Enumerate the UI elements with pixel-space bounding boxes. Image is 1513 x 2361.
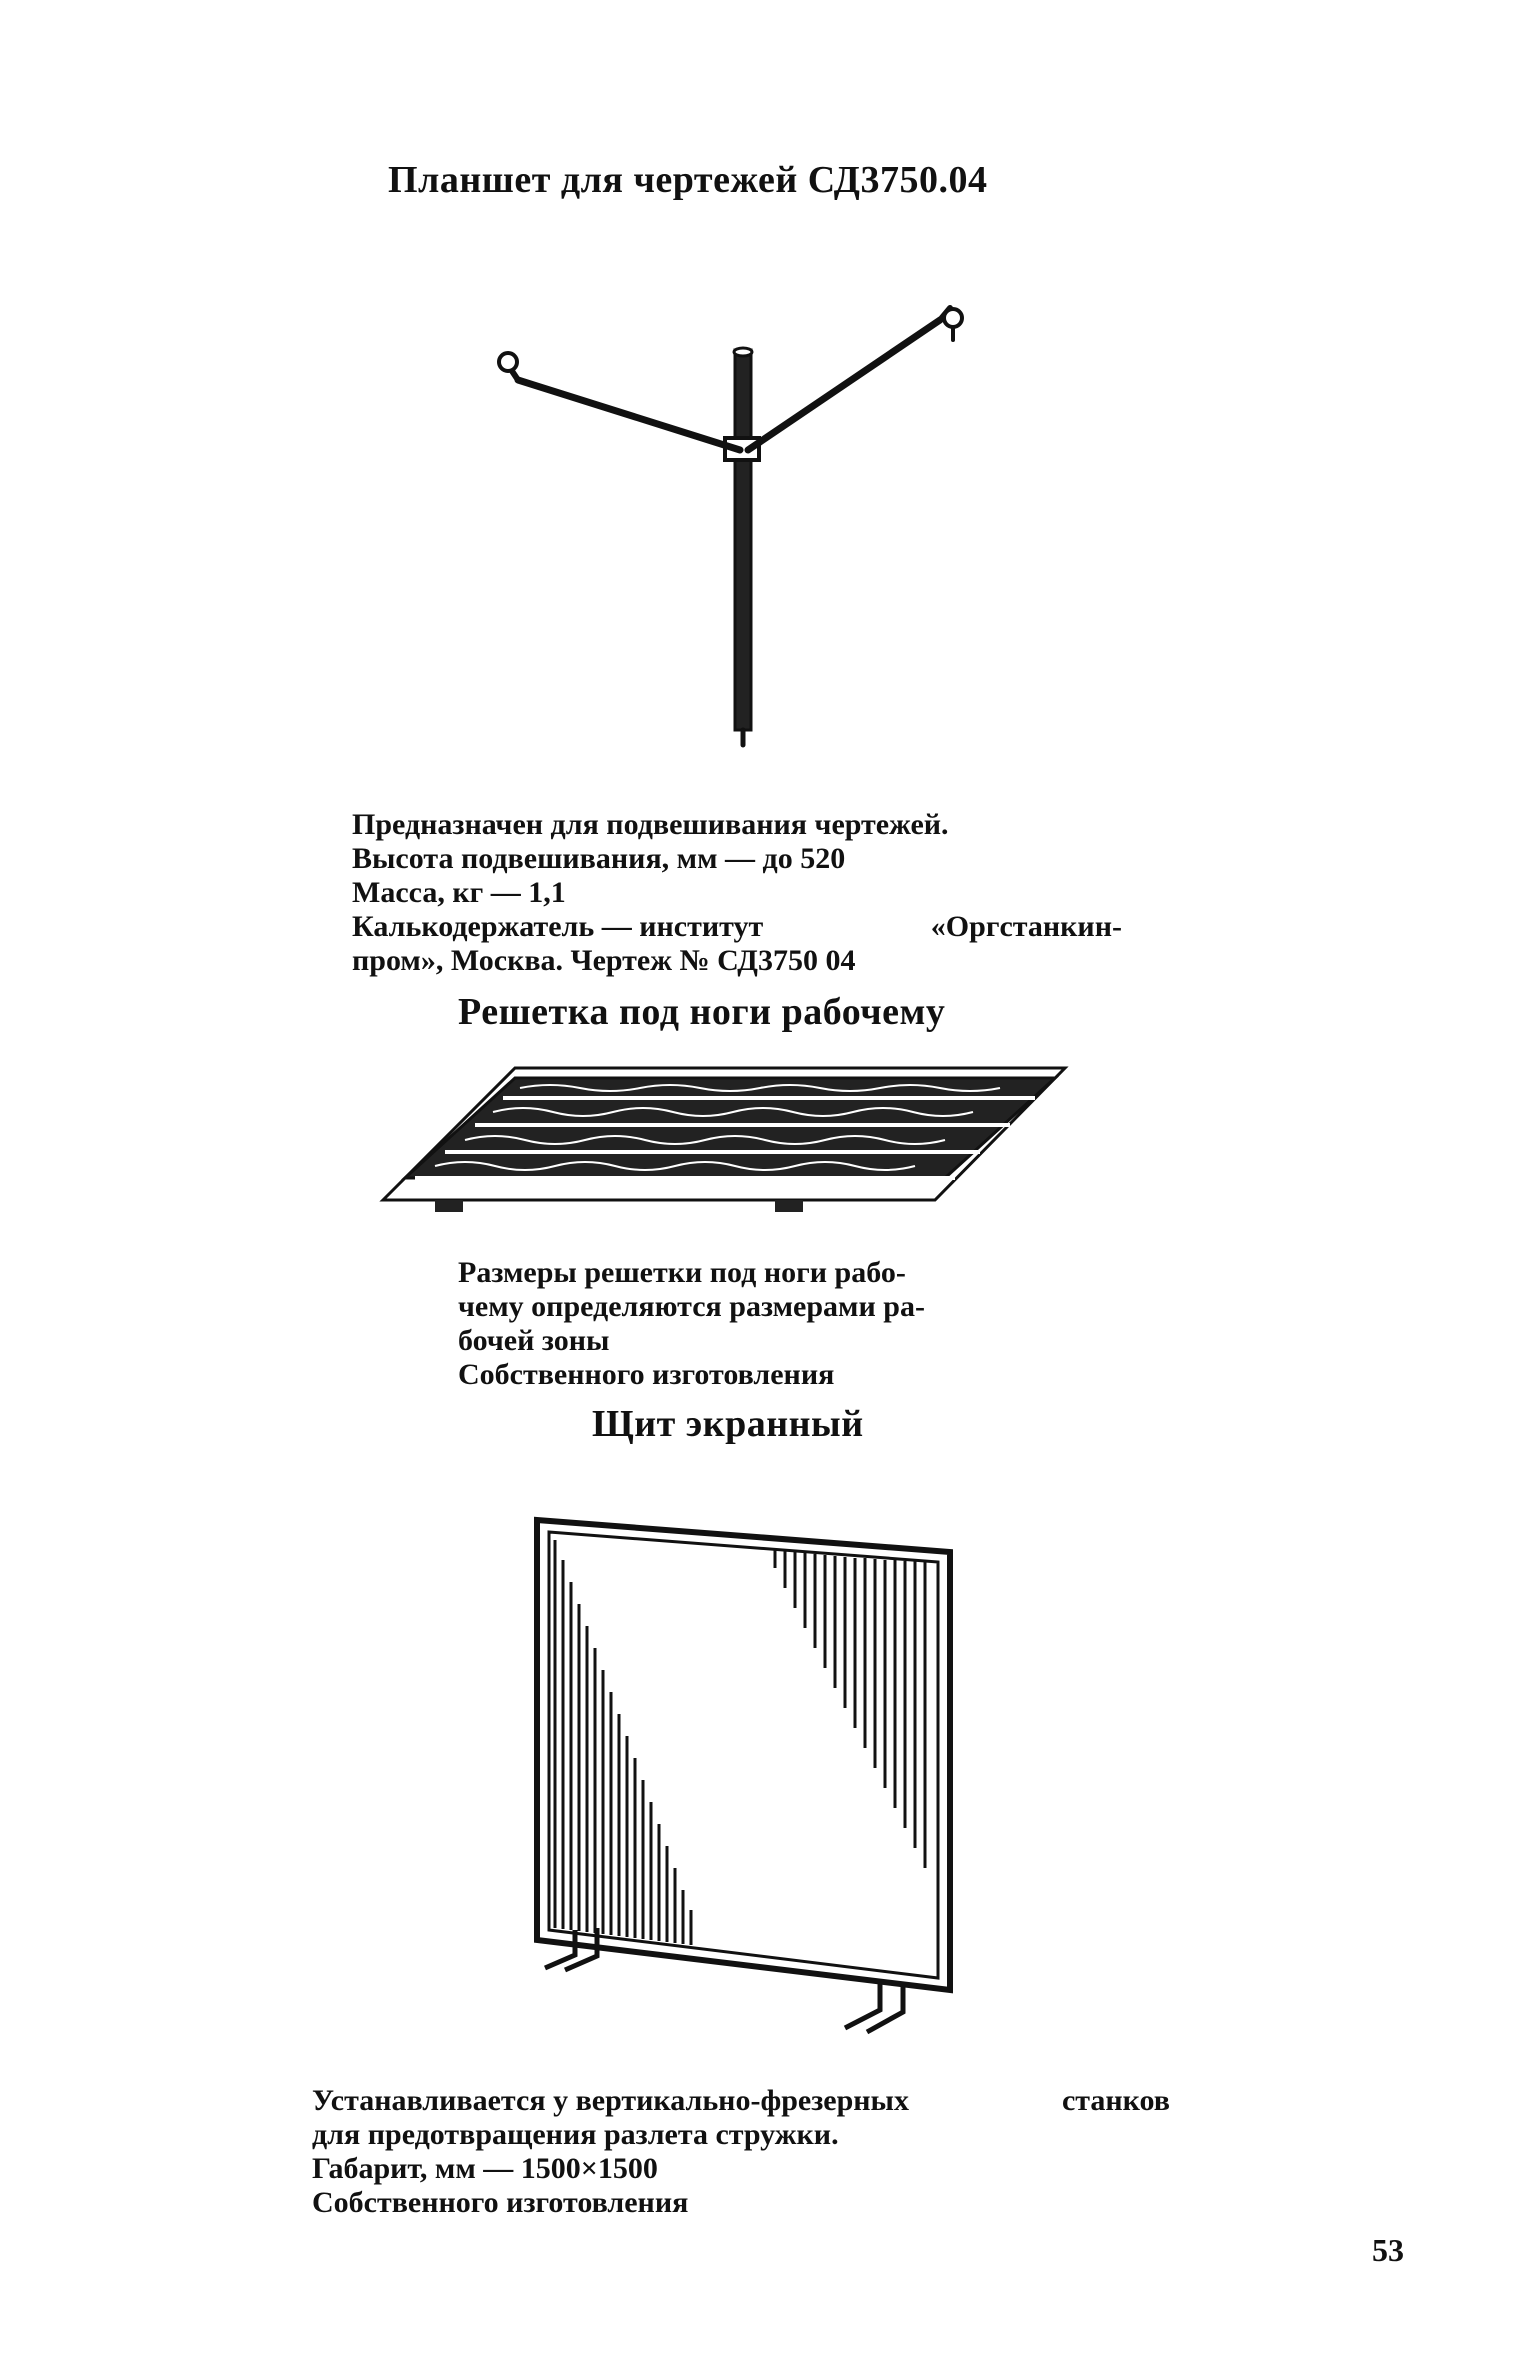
description-line-part: станков	[1061, 2084, 1170, 2117]
section-title-foot-grate: Решетка под ноги рабочему	[458, 991, 946, 1033]
description-line: для предотвращения разлета стружки.	[312, 2118, 839, 2151]
page-number: 53	[1372, 2232, 1404, 2268]
section-description-drawing-holder	[352, 808, 1122, 978]
section-title-screen-shield: Щит экранный	[592, 1403, 864, 1445]
description-line-part: «Оргстанкин-	[930, 910, 1122, 943]
description-line	[312, 2084, 1170, 2118]
description-line: бочей зоны	[458, 1324, 610, 1357]
foot-grate-illustration	[375, 1060, 1075, 1230]
description-line: Собственного изготовления	[312, 2186, 689, 2219]
description-line-part: Калькодержатель — институт	[352, 910, 764, 943]
description-line	[352, 910, 1122, 944]
description-line: пром», Москва. Чертеж № СД3750 04	[352, 944, 856, 977]
description-line: Собственного изготовления	[458, 1358, 835, 1391]
description-line: Габарит, мм — 1500×1500	[312, 2152, 658, 2185]
description-line: Высота подвешивания, мм — до 520	[352, 842, 846, 875]
description-line-part: Устанавливается у вертикально-фрезерных	[312, 2084, 909, 2117]
description-line: Масса, кг — 1,1	[352, 876, 566, 909]
section-title-drawing-holder: Планшет для чертежей СД3750.04	[388, 159, 988, 201]
section-description-screen-shield	[312, 2084, 1170, 2220]
section-description-foot-grate	[458, 1256, 1018, 1392]
description-line: Предназначен для подвешивания чертежей.	[352, 808, 949, 841]
description-line: Размеры решетки под ноги рабо-	[458, 1256, 906, 1289]
screen-shield-illustration	[525, 1510, 965, 2050]
description-line: чему определяются размерами ра-	[458, 1290, 925, 1323]
drawing-holder-illustration	[480, 300, 980, 750]
